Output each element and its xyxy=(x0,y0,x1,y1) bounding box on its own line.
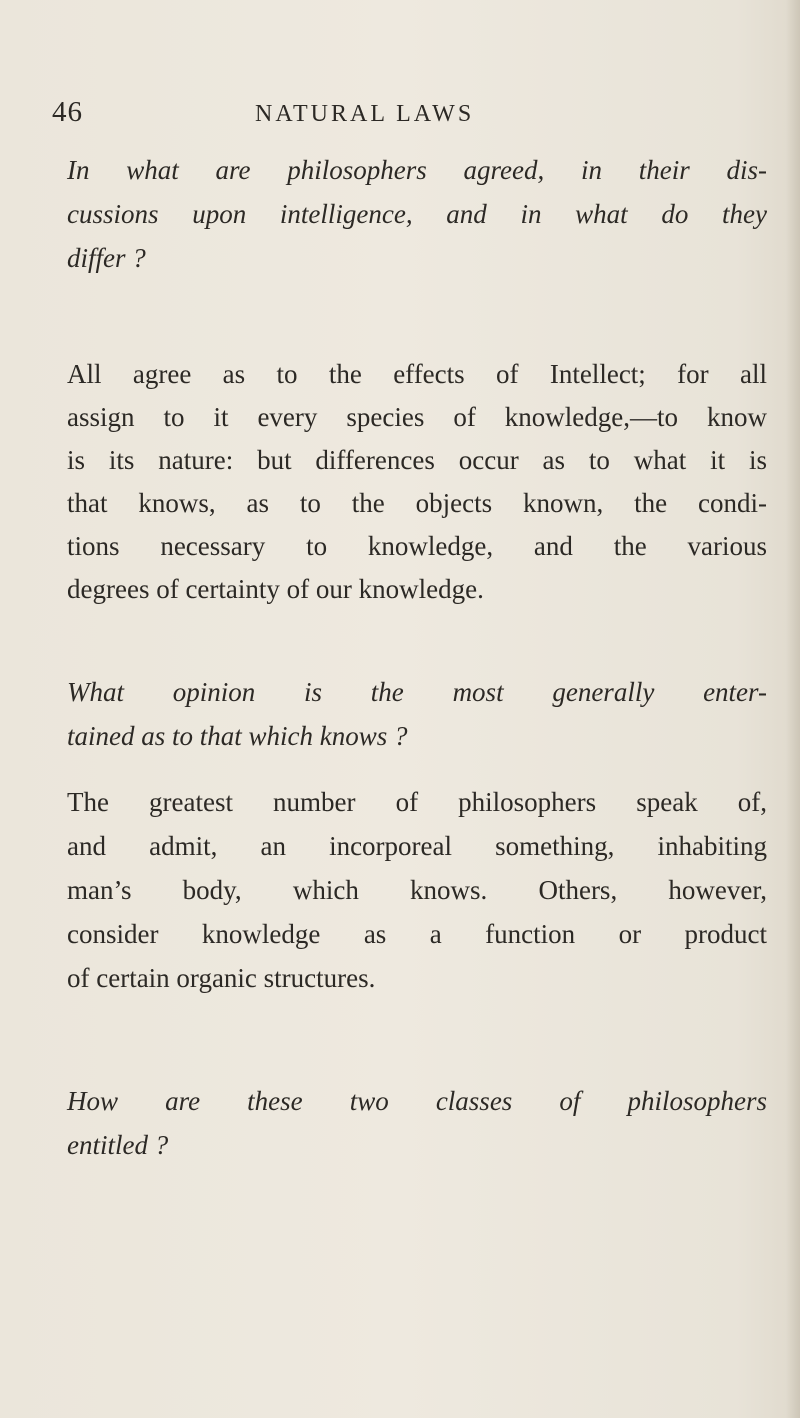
text-line: tained as to that which knows ? xyxy=(67,721,408,751)
page-edge-shadow xyxy=(786,0,800,1418)
text-line: is its nature: but differences occur as to what it is xyxy=(67,445,767,475)
text-line: consider knowledge as a function or product xyxy=(67,919,767,949)
text-line: and admit, an incorporeal something, inhabiting xyxy=(67,831,767,861)
question-paragraph-1 xyxy=(67,148,767,280)
text-line: man’s body, which knows. Others, however, xyxy=(67,875,767,905)
text-line: tions necessary to knowledge, and the various xyxy=(67,531,767,561)
text-line: entitled ? xyxy=(67,1130,169,1160)
text-line: assign to it every species of knowledge,—to know xyxy=(67,402,767,432)
page-number: 46 xyxy=(52,96,83,128)
text-line: differ ? xyxy=(67,243,146,273)
text-line: The greatest number of philosophers speak of, xyxy=(67,787,767,817)
running-head xyxy=(52,96,612,136)
text-line: All agree as to the effects of Intellect; for all xyxy=(67,359,767,389)
question-paragraph-3 xyxy=(67,1079,767,1167)
text-line: of certain organic structures. xyxy=(67,963,376,993)
question-paragraph-2 xyxy=(67,670,767,758)
text-line: that knows, as to the objects known, the condi- xyxy=(67,488,767,518)
running-head-title: NATURAL LAWS xyxy=(255,101,475,127)
answer-paragraph-2 xyxy=(67,780,767,1000)
text-line: degrees of certainty of our knowledge. xyxy=(67,574,484,604)
text-line: How are these two classes of philosophers xyxy=(67,1086,767,1116)
text-line: What opinion is the most generally enter- xyxy=(67,677,767,707)
text-line: cussions upon intelligence, and in what do they xyxy=(67,199,767,229)
text-line: In what are philosophers agreed, in their dis- xyxy=(67,155,767,185)
answer-paragraph-1 xyxy=(67,353,767,611)
